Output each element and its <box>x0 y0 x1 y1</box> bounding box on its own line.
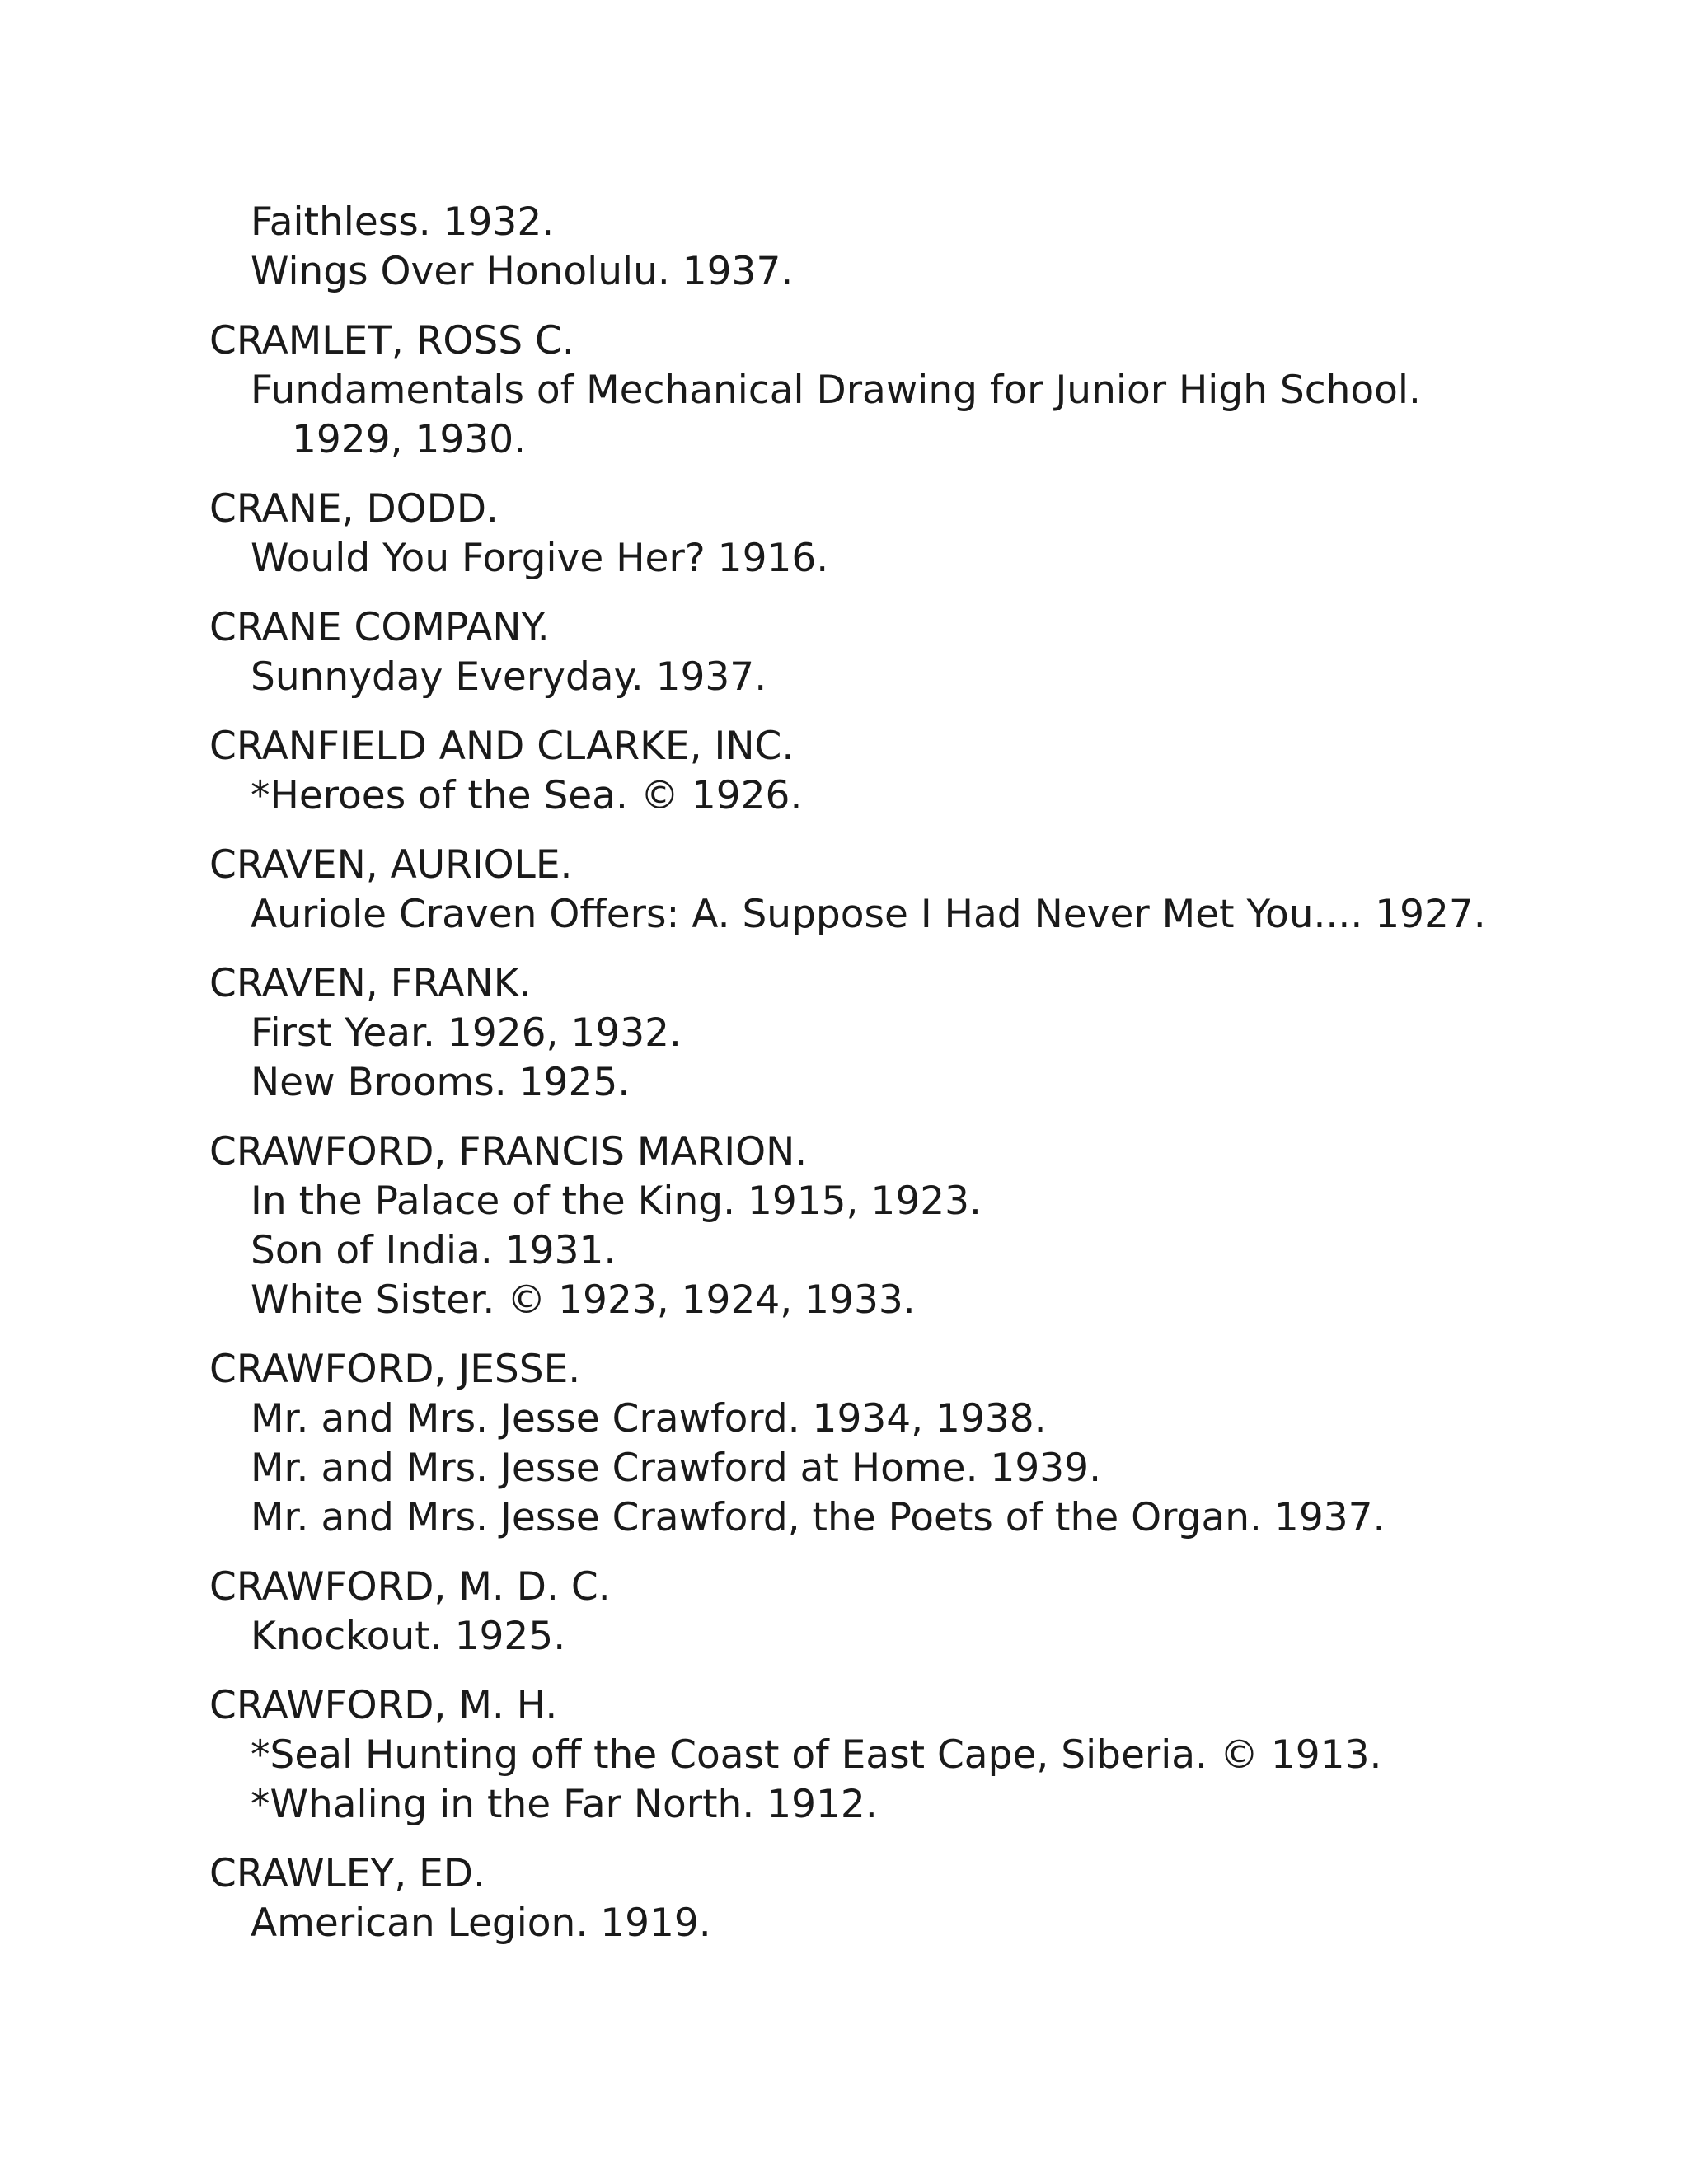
entry-heading: CRANFIELD AND CLARKE, INC. <box>209 724 795 769</box>
entry-title: Son of India. 1931. <box>251 1228 617 1273</box>
entry-heading: CRAWFORD, M. H. <box>209 1683 558 1728</box>
entry-title: White Sister. © 1923, 1924, 1933. <box>251 1277 916 1323</box>
entry-heading: CRAWFORD, M. D. C. <box>209 1564 611 1610</box>
entry-title: Fundamentals of Mechanical Drawing for Junior High School. <box>251 368 1421 413</box>
entry-heading: CRANE COMPANY. <box>209 605 550 650</box>
entry-title: Mr. and Mrs. Jesse Crawford. 1934, 1938. <box>251 1396 1047 1441</box>
entry-title: First Year. 1926, 1932. <box>251 1010 682 1056</box>
entry-title: Mr. and Mrs. Jesse Crawford, the Poets of the Organ. 1937. <box>251 1495 1386 1540</box>
entry-title-continuation: 1929, 1930. <box>292 417 527 462</box>
entry-heading: CRAMLET, ROSS C. <box>209 318 574 363</box>
entry-heading: CRAVEN, FRANK. <box>209 961 532 1006</box>
entry-heading: CRAWLEY, ED. <box>209 1851 485 1896</box>
entry-heading: CRANE, DODD. <box>209 486 499 532</box>
entry-title: Mr. and Mrs. Jesse Crawford at Home. 1939. <box>251 1446 1102 1491</box>
entry-title: New Brooms. 1925. <box>251 1060 631 1105</box>
entry-heading: CRAWFORD, FRANCIS MARION. <box>209 1129 808 1174</box>
document-page <box>209 198 1528 1948</box>
entry-title: In the Palace of the King. 1915, 1923. <box>251 1179 982 1224</box>
entry-heading: CRAVEN, AURIOLE. <box>209 842 573 888</box>
entry-heading: CRAWFORD, JESSE. <box>209 1347 581 1392</box>
entry-title: *Heroes of the Sea. © 1926. <box>251 773 803 818</box>
entry-title: Auriole Craven Offers: A. Suppose I Had Never Met You.... 1927. <box>251 892 1486 937</box>
entry-title: Sunnyday Everyday. 1937. <box>251 654 767 700</box>
continuation-title: Faithless. 1932. <box>251 199 555 245</box>
entry-title: American Legion. 1919. <box>251 1900 711 1946</box>
continuation-title: Wings Over Honolulu. 1937. <box>251 249 794 294</box>
entry-title: Would You Forgive Her? 1916. <box>251 536 829 581</box>
entry-title: *Whaling in the Far North. 1912. <box>251 1782 878 1827</box>
entry-title: *Seal Hunting off the Coast of East Cape, Siberia. © 1913. <box>251 1732 1382 1778</box>
entry-title: Knockout. 1925. <box>251 1614 566 1659</box>
